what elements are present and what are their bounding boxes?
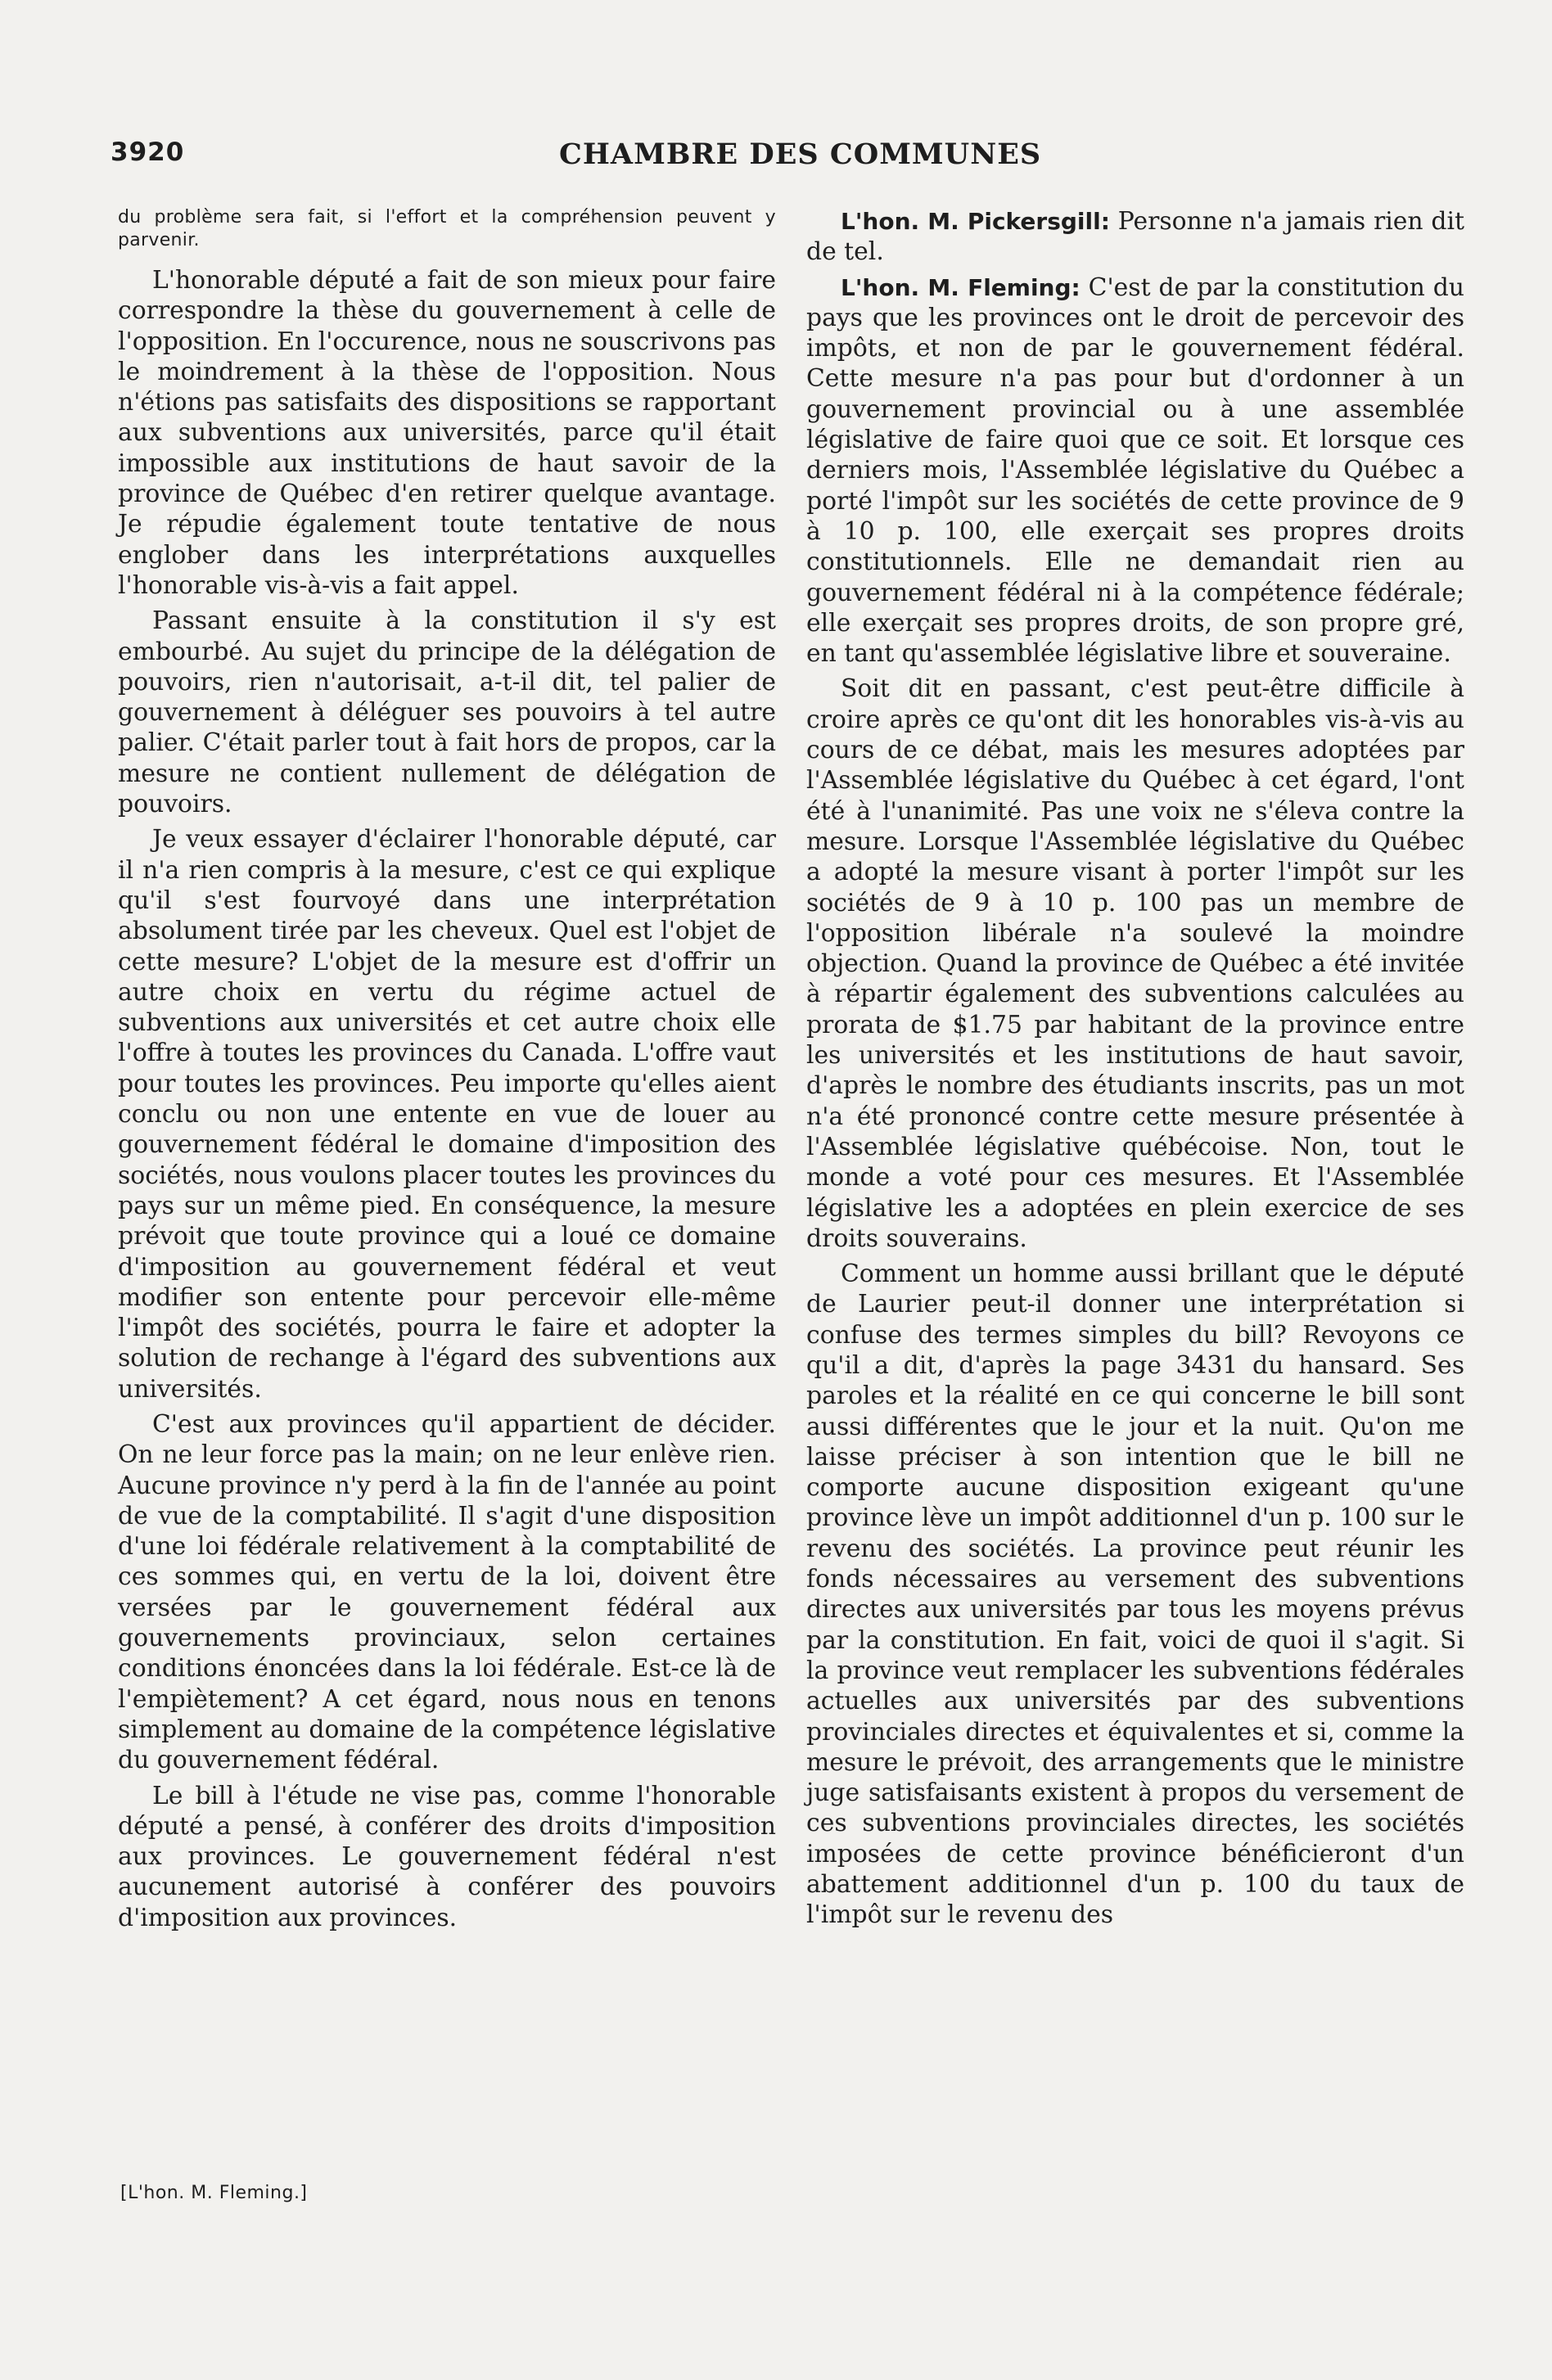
speaker-footer-note: [L'hon. M. Fleming.] <box>120 2183 308 2203</box>
paragraph: Passant ensuite à la constitution il s'y est embourbé. Au sujet du principe de la délégation de pouvoirs, rien n'autorisait, a-t-il dit, tel palier de gouvernement à déléguer ses pouvoirs à tel autre palier. C'était parler tout à fait hors de propos, car la mesure ne contient nullement de délégation de pouvoirs. <box>118 606 776 819</box>
paragraph: Je veux essayer d'éclairer l'honorable député, car il n'a rien compris à la mesure, c'est ce qui explique qu'il s'est fourvoyé dans une interprétation absolument tirée par les cheveux. Quel est l'objet de cette mesure? L'objet de la mesure est d'offrir un autre choix en vertu du régime actuel de subventions aux universités et cet autre choix elle l'offre à toutes les provinces du Canada. L'offre vaut pour toutes les provinces. Peu importe qu'elles aient conclu ou non une entente en vue de louer au gouvernement fédéral le domaine d'imposition des sociétés, nous voulons placer toutes les provinces du pays sur un même pied. En conséquence, la mesure prévoit que toute province qui a loué ce domaine d'imposition au gouvernement fédéral et veut modifier son entente pour percevoir elle-même l'impôt des sociétés, pourra le faire et adopter la solution de rechange à l'égard des subventions aux universités. <box>118 825 776 1404</box>
speaker-name: L'hon. M. Fleming: <box>841 273 1081 301</box>
continuation-text: du problème sera fait, si l'effort et la compréhension peuvent y parvenir. <box>118 207 776 250</box>
page-header <box>111 137 1448 178</box>
speaker-name: L'hon. M. Pickersgill: <box>841 208 1110 235</box>
running-title: CHAMBRE DES COMMUNES <box>559 137 1042 171</box>
paragraph: Comment un homme aussi brillant que le député de Laurier peut-il donner une interprétation si confuse des termes simples du bill? Revoyons ce qu'il a dit, d'après la page 3431 du hansard. Ses paroles et la réalité en ce qui concerne le bill sont aussi différentes que le jour et la nuit. Qu'on me laisse préciser à son intention que le bill ne comporte aucune disposition exigeant qu'une province lève un impôt additionnel d'un p. 100 sur le revenu des sociétés. La province peut réunir les fonds nécessaires au versement des subventions directes aux universités par tous les moyens prévus par la constitution. En fait, voici de quoi il s'agit. Si la province veut remplacer les subventions fédérales actuelles aux universités par des subventions provinciales directes et équivalentes et si, comme la mesure le prévoit, des arrangements que le ministre juge satisfaisants existent à propos du versement de ces subventions provinciales directes, les sociétés imposées de cette province bénéficieront d'un abattement additionnel d'un p. 100 du taux de l'impôt sur le revenu des <box>806 1260 1464 1930</box>
speech-fleming <box>806 273 1464 669</box>
speech-text: C'est de par la constitution du pays que les provinces ont le droit de percevoir des impôts, et non de par le gouvernement fédéral. Cette mesure n'a pas pour but d'ordonner à un gouvernement provincial ou à une assemblée législative de faire quoi que ce soit. Et lorsque ces derniers mois, l'Assemblée législative du Québec a porté l'impôt sur les sociétés de cette province de 9 à 10 p. 100, elle exerçait ses propres droits constitutionnels. Elle ne demandait rien au gouvernement fédéral ni à la compétence fédérale; elle exerçait ses propres droits, de son propre gré, en tant qu'assemblée législative libre et souveraine. <box>806 273 1464 669</box>
paragraph: L'honorable député a fait de son mieux pour faire correspondre la thèse du gouvernement à celle de l'opposition. En l'occurence, nous ne souscrivons pas le moindrement à la thèse de l'opposition. Nous n'étions pas satisfaits des dispositions se rapportant aux subventions aux universités, parce qu'il était impossible aux institutions de haut savoir de la province de Québec d'en retirer quelque avantage. Je répudie également toute tentative de nous englober dans les interprétations auxquelles l'honorable vis-à-vis a fait appel. <box>118 266 776 600</box>
paragraph: Soit dit en passant, c'est peut-être difficile à croire après ce qu'ont dit les honorables vis-à-vis au cours de ce débat, mais les mesures adoptées par l'Assemblée législative du Québec à cet égard, l'ont été à l'unanimité. Pas une voix ne s'éleva contre la mesure. Lorsque l'Assemblée législative du Québec a adopté la mesure visant à porter l'impôt sur les sociétés de 9 à 10 p. 100 pas un membre de l'opposition libérale n'a soulevé la moindre objection. Quand la province de Québec a été invitée à répartir également des subventions calculées au prorata de $1.75 par habitant de la province entre les universités et les institutions de haut savoir, d'après le nombre des étudiants inscrits, pas un mot n'a été prononcé contre cette mesure présentée à l'Assemblée législative québécoise. Non, tout le monde a voté pour ces mesures. Et l'Assemblée législative les a adoptées en plein exercice de ses droits souverains. <box>806 674 1464 1253</box>
left-column <box>118 206 776 1938</box>
speech-pickersgill <box>806 206 1464 268</box>
paragraph: C'est aux provinces qu'il appartient de décider. On ne leur force pas la main; on ne leur enlève rien. Aucune province n'y perd à la fin de l'année au point de vue de la comptabilité. Il s'agit d'une disposition d'une loi fédérale relativement à la comptabilité de ces sommes qui, en vertu de la loi, doivent être versées par le gouvernement fédéral aux gouvernements provinciaux, selon certaines conditions énoncées dans la loi fédérale. Est-ce là de l'empiètement? A cet égard, nous nous en tenons simplement au domaine de la compétence législative du gouvernement fédéral. <box>118 1409 776 1775</box>
paragraph: Le bill à l'étude ne vise pas, comme l'honorable député a pensé, à conférer des droits d'imposition aux provinces. Le gouvernement fédéral n'est aucunement autorisé à conférer des pouvoirs d'imposition aux provinces. <box>118 1781 776 1932</box>
page-number: 3920 <box>111 137 185 167</box>
right-column <box>806 206 1464 1936</box>
speech-text: Personne n'a jamais rien dit de tel. <box>806 207 1465 267</box>
